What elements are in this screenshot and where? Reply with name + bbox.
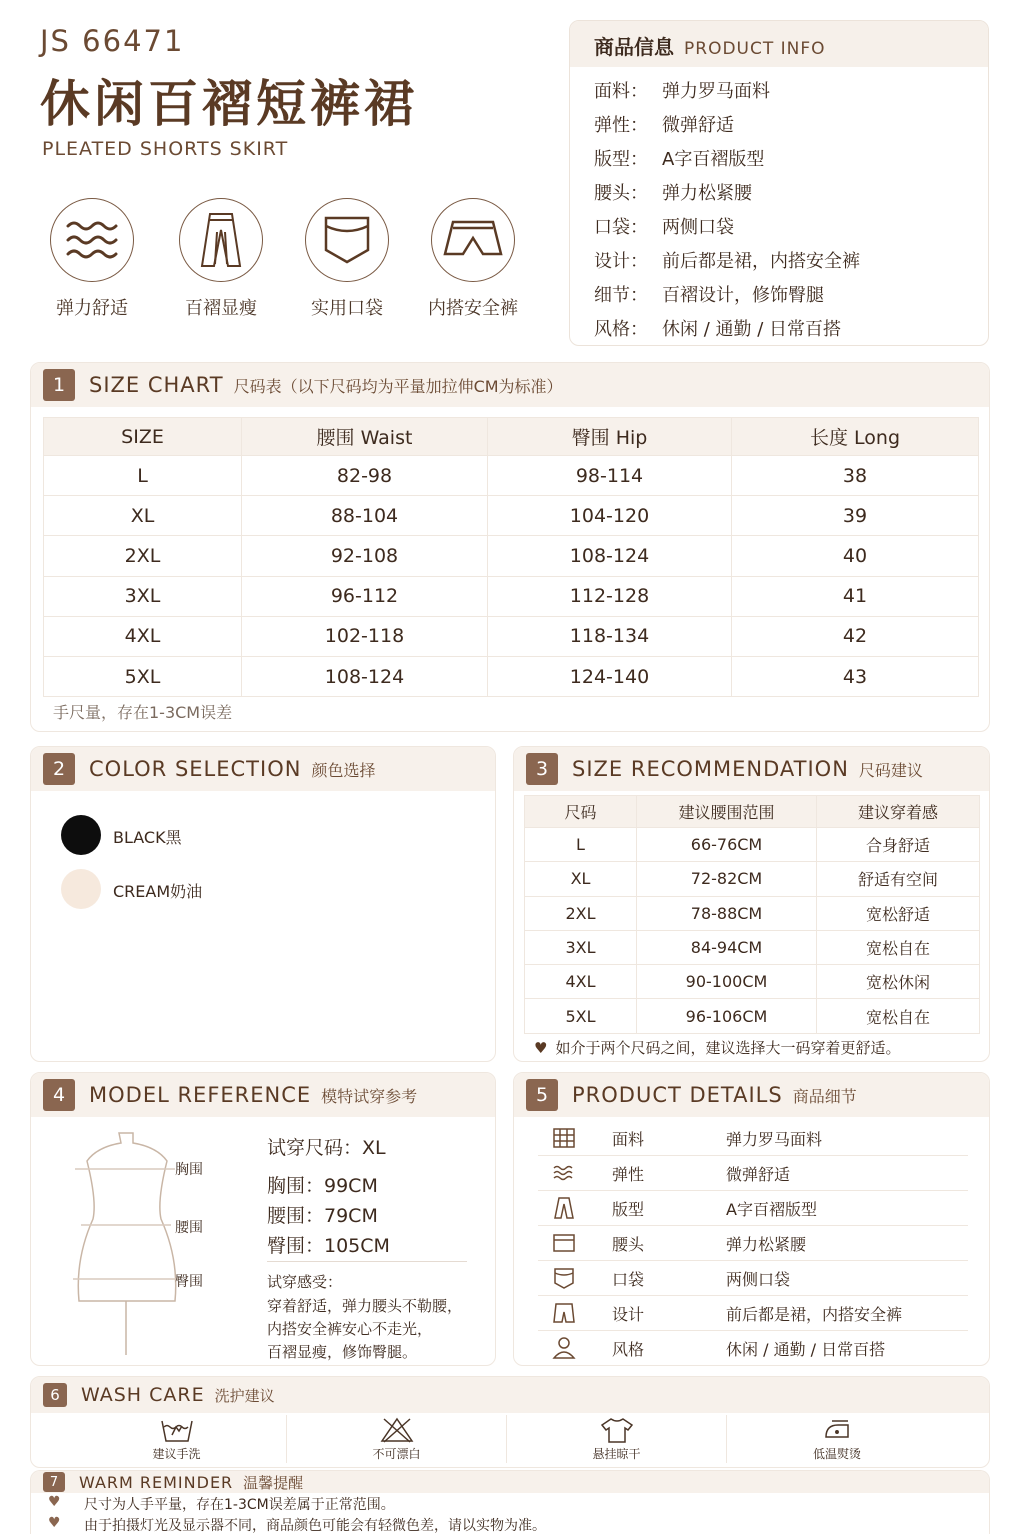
feature-label: 百褶显瘦 [185, 298, 257, 319]
size-chart-section [30, 362, 990, 732]
wash-care-section [30, 1376, 990, 1468]
info-value: 微弹舒适 [662, 115, 734, 136]
product-subtitle: PLEATED SHORTS SKIRT [42, 138, 289, 160]
detail-key: 弹性 [612, 1165, 645, 1184]
table-cell: 90-100CM [637, 965, 817, 999]
info-value: 弹力松紧腰 [662, 183, 752, 204]
color-label: BLACK黑 [113, 828, 182, 847]
skirt-icon [552, 1196, 576, 1220]
table-cell: L [525, 828, 637, 862]
product-info-title-zh: 商品信息 [594, 35, 674, 59]
info-key: 腰头： [594, 183, 648, 204]
product-details-section [513, 1072, 990, 1366]
section-title-zh: 尺码建议 [858, 760, 923, 780]
info-row [594, 247, 860, 273]
table-cell: 72-82CM [637, 862, 817, 896]
table-header: 建议穿着感 [817, 796, 980, 828]
heart-icon: ♥ [48, 1494, 61, 1510]
product-info-title-en: PRODUCT INFO [684, 39, 826, 59]
fit-feel-line: 穿着舒适，弹力腰头不勒腰， [267, 1297, 463, 1315]
table-row [44, 536, 979, 576]
no-bleach-icon [380, 1417, 414, 1443]
section-header [31, 747, 495, 791]
detail-key: 面料 [612, 1130, 645, 1149]
info-value: A字百褶版型 [662, 149, 765, 170]
table-cell: 82-98 [242, 456, 488, 496]
table-row [525, 862, 980, 896]
divider [267, 1261, 467, 1262]
hang-dry-icon [600, 1417, 634, 1443]
section-title-en: WASH CARE [81, 1384, 205, 1406]
color-swatch-black[interactable] [61, 815, 101, 855]
table-cell: 43 [732, 656, 979, 696]
table-row [44, 576, 979, 616]
detail-key: 腰头 [612, 1235, 645, 1254]
pocket-icon [552, 1266, 576, 1290]
detail-key: 设计 [612, 1305, 645, 1324]
table-cell: 66-76CM [637, 828, 817, 862]
low-iron-icon [820, 1417, 854, 1443]
table-cell: 112-128 [488, 576, 732, 616]
size-chart-note: 手尺量，存在1-3CM误差 [53, 703, 233, 722]
table-header: 尺码 [525, 796, 637, 828]
info-key: 风格： [594, 319, 648, 340]
bust-label: 胸围 [175, 1162, 203, 1178]
feature-pleats [166, 198, 276, 320]
section-title-en: PRODUCT DETAILS [572, 1083, 783, 1107]
section-title-zh: 模特试穿参考 [321, 1086, 418, 1106]
table-row [525, 896, 980, 930]
table-cell: 3XL [44, 576, 242, 616]
info-row [594, 213, 734, 239]
detail-value: 弹力罗马面料 [726, 1130, 823, 1149]
table-cell: 42 [732, 616, 979, 656]
detail-row [538, 1226, 968, 1261]
table-row [525, 965, 980, 999]
info-row [594, 77, 770, 103]
table-cell: 96-112 [242, 576, 488, 616]
section-title-zh: 颜色选择 [311, 760, 376, 780]
detail-value: 前后都是裙，内搭安全裤 [726, 1305, 903, 1324]
size-recommendation-note [534, 1037, 900, 1058]
shorts-icon [431, 198, 515, 282]
table-cell: 104-120 [488, 496, 732, 536]
wash-label: 不可漂白 [372, 1447, 421, 1461]
fit-feel-title: 试穿感受： [267, 1273, 343, 1291]
info-row [594, 111, 734, 137]
skirt-icon [179, 198, 263, 282]
color-selection-section [30, 746, 496, 1062]
section-number: 1 [43, 369, 75, 401]
table-header: 建议腰围范围 [637, 796, 817, 828]
info-key: 版型： [594, 149, 648, 170]
detail-value: A字百褶版型 [726, 1200, 817, 1219]
table-header: 长度 Long [732, 418, 979, 456]
table-cell: 84-94CM [637, 930, 817, 964]
table-cell: 41 [732, 576, 979, 616]
section-header [31, 1073, 495, 1117]
reminder-line: 由于拍摄灯光及显示器不同，商品颜色可能会有轻微色差，请以实物为准。 [84, 1518, 546, 1534]
table-row [44, 656, 979, 696]
fit-feel-line: 百褶显瘦，修饰臀腿。 [267, 1343, 418, 1361]
info-row [594, 145, 764, 171]
detail-row [538, 1156, 968, 1191]
wash-label: 悬挂晾干 [592, 1447, 641, 1461]
table-row [44, 496, 979, 536]
table-cell: 102-118 [242, 616, 488, 656]
model-hip: 臀围：105CM [267, 1235, 390, 1257]
detail-row [538, 1191, 968, 1226]
note-text: 如介于两个尺码之间，建议选择大一码穿着更舒适。 [555, 1039, 901, 1057]
feature-label: 实用口袋 [311, 298, 383, 319]
section-number: 2 [43, 753, 75, 785]
table-cell: 3XL [525, 930, 637, 964]
section-number: 7 [43, 1472, 65, 1492]
heart-icon: ♥ [534, 1039, 548, 1057]
info-value: 弹力罗马面料 [662, 81, 770, 102]
detail-row [538, 1296, 968, 1331]
info-row [594, 315, 841, 341]
section-title-zh: 温馨提醒 [243, 1473, 304, 1492]
heart-icon: ♥ [48, 1515, 61, 1531]
table-cell: 108-124 [242, 656, 488, 696]
feature-safety-shorts [418, 198, 528, 320]
info-value: 休闲 / 通勤 / 日常百搭 [662, 319, 842, 340]
wash-item [727, 1415, 947, 1463]
product-info-box [569, 20, 989, 346]
feature-pocket [292, 198, 402, 320]
detail-row [538, 1331, 968, 1366]
feature-label: 弹力舒适 [56, 298, 128, 319]
table-cell: 宽松自在 [817, 930, 980, 964]
detail-value: 弹力松紧腰 [726, 1235, 807, 1254]
section-header [31, 363, 989, 407]
table-cell: 88-104 [242, 496, 488, 536]
section-title-zh: 尺码表（以下尺码均为平量加拉伸CM为标准） [233, 376, 563, 396]
table-cell: 4XL [44, 616, 242, 656]
wash-item [67, 1415, 287, 1463]
info-key: 细节： [594, 285, 648, 306]
table-row [525, 930, 980, 964]
info-key: 面料： [594, 81, 648, 102]
table-row [44, 456, 979, 496]
table-cell: 38 [732, 456, 979, 496]
fit-feel-line: 内搭安全裤安心不走光， [267, 1320, 433, 1338]
pocket-icon [305, 198, 389, 282]
info-key: 设计： [594, 251, 648, 272]
feature-stretch [37, 198, 147, 320]
detail-row [538, 1261, 968, 1296]
table-cell: XL [525, 862, 637, 896]
table-header: SIZE [44, 418, 242, 456]
shorts-icon [552, 1301, 576, 1325]
detail-value: 休闲 / 通勤 / 日常百搭 [726, 1340, 886, 1359]
hip-label: 臀围 [175, 1274, 203, 1290]
color-label: CREAM奶油 [113, 882, 203, 901]
table-cell: 舒适有空间 [817, 862, 980, 896]
fabric-grid-icon [552, 1126, 576, 1150]
table-cell: 118-134 [488, 616, 732, 656]
table-cell: 4XL [525, 965, 637, 999]
info-key: 口袋： [594, 217, 648, 238]
color-swatch-cream[interactable] [61, 869, 101, 909]
table-header: 腰围 Waist [242, 418, 488, 456]
section-title-zh: 商品细节 [792, 1086, 857, 1106]
table-cell: 5XL [44, 656, 242, 696]
wash-item [507, 1415, 727, 1463]
hand-wash-icon [160, 1417, 194, 1443]
info-value: 百褶设计，修饰臀腿 [662, 285, 824, 306]
size-chart-table [43, 417, 979, 697]
wash-item [287, 1415, 507, 1463]
person-icon [552, 1336, 576, 1360]
table-cell: L [44, 456, 242, 496]
section-number: 6 [43, 1383, 67, 1407]
stretch-wave-icon [552, 1161, 576, 1185]
product-title: 休闲百褶短裤裙 [40, 75, 418, 133]
section-title-en: SIZE RECOMMENDATION [572, 757, 849, 781]
model-reference-section [30, 1072, 496, 1366]
table-cell: 78-88CM [637, 896, 817, 930]
table-cell: 5XL [525, 999, 637, 1033]
table-row [525, 828, 980, 862]
size-recommendation-section [513, 746, 990, 1062]
table-cell: 108-124 [488, 536, 732, 576]
table-header: 臀围 Hip [488, 418, 732, 456]
section-number: 4 [43, 1079, 75, 1111]
section-header [31, 1471, 989, 1493]
section-header [31, 1377, 989, 1413]
waist-label: 腰围 [175, 1220, 203, 1236]
table-row [44, 616, 979, 656]
table-cell: 92-108 [242, 536, 488, 576]
table-cell: 宽松自在 [817, 999, 980, 1033]
wave-icon [50, 198, 134, 282]
section-header [514, 1073, 989, 1117]
section-title-zh: 洗护建议 [214, 1386, 275, 1405]
section-title-en: MODEL REFERENCE [89, 1083, 312, 1107]
wash-label: 建议手洗 [152, 1447, 201, 1461]
section-title-en: WARM REMINDER [79, 1472, 234, 1492]
table-row [525, 999, 980, 1033]
mannequin-icon [67, 1129, 187, 1359]
table-cell: 合身舒适 [817, 828, 980, 862]
table-cell: 2XL [44, 536, 242, 576]
info-row [594, 179, 752, 205]
info-row [594, 281, 824, 307]
table-cell: 2XL [525, 896, 637, 930]
detail-key: 版型 [612, 1200, 645, 1219]
section-number: 5 [526, 1079, 558, 1111]
table-cell: 宽松舒适 [817, 896, 980, 930]
detail-value: 微弹舒适 [726, 1165, 791, 1184]
table-cell: 98-114 [488, 456, 732, 496]
reminder-line: 尺寸为人手平量，存在1-3CM误差属于正常范围。 [84, 1497, 395, 1513]
table-cell: 124-140 [488, 656, 732, 696]
detail-key: 风格 [612, 1340, 645, 1359]
info-value: 前后都是裙，内搭安全裤 [662, 251, 860, 272]
detail-row [538, 1121, 968, 1156]
product-info-header [570, 21, 988, 67]
table-cell: 39 [732, 496, 979, 536]
section-title-en: SIZE CHART [89, 373, 224, 397]
section-header [514, 747, 989, 791]
model-size: 试穿尺码：XL [267, 1137, 386, 1159]
section-title-en: COLOR SELECTION [89, 757, 302, 781]
size-recommendation-table [524, 795, 980, 1034]
table-cell: XL [44, 496, 242, 536]
product-sku: JS 66471 [40, 24, 185, 58]
feature-label: 内搭安全裤 [428, 298, 518, 319]
info-value: 两侧口袋 [662, 217, 734, 238]
detail-key: 口袋 [612, 1270, 645, 1289]
model-waist: 腰围：79CM [267, 1205, 378, 1227]
table-cell: 40 [732, 536, 979, 576]
model-bust: 胸围：99CM [267, 1175, 378, 1197]
table-cell: 宽松休闲 [817, 965, 980, 999]
wash-label: 低温熨烫 [812, 1447, 861, 1461]
waistband-icon [552, 1231, 576, 1255]
info-key: 弹性： [594, 115, 648, 136]
detail-value: 两侧口袋 [726, 1270, 791, 1289]
section-number: 3 [526, 753, 558, 785]
table-cell: 96-106CM [637, 999, 817, 1033]
